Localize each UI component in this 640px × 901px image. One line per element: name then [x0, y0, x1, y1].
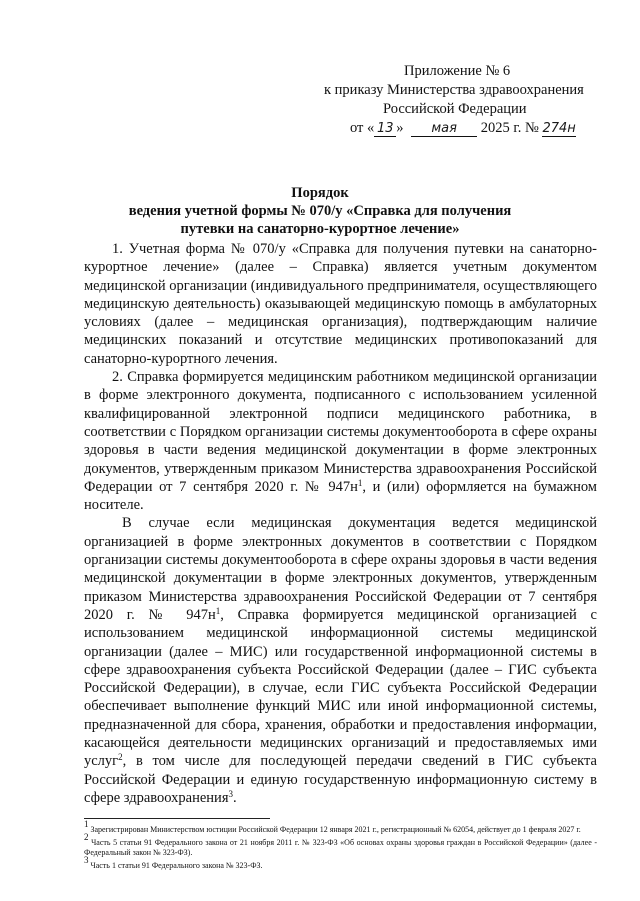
- footnote-3-text: Часть 1 статьи 91 Федерального закона № 323-ФЗ.: [88, 860, 263, 870]
- date-prefix: от «: [350, 120, 375, 136]
- paragraph-2: [84, 368, 597, 514]
- footnote-ref-1b: 1: [215, 605, 221, 616]
- paragraph-1: 1. Учетная форма № 070/у «Справка для получения путевки на санаторно-курортное лечение» (далее – Справка) является учетным документом медицинской организации (индивидуального предпринимателя, осуществляющего медицинскую деятельность) оказывающей медицинскую помощь в амбулаторных условиях (далее – медицинская организация), подтверждающим наличие медицинских показаний и отсутствие медицинских противопоказаний для санаторно-курортного лечения.: [84, 241, 597, 367]
- document-title: [100, 184, 540, 238]
- footnote-ref-2: 2: [118, 752, 123, 763]
- appendix-country: Российской Федерации: [383, 101, 527, 117]
- paragraph-3-end: .: [233, 789, 237, 806]
- footnote-ref-1: 1: [357, 477, 363, 488]
- date-year: 2025 г. №: [477, 120, 543, 136]
- date-mid: »: [396, 120, 408, 136]
- handwritten-month: мая: [411, 121, 477, 137]
- paragraph-3-text-c: , в том числе для последующей передачи сведений в ГИС субъекта Российской Федерации и единую государственную информационную систему в сфере здравоохранения: [84, 753, 597, 806]
- footnote-2-text: Часть 5 статьи 91 Федерального закона от 21 ноября 2011 г. № 323-ФЗ «Об основах охраны здоровья граждан в Российской Федерации» (далее - Федеральный закон № 323-ФЗ).: [84, 837, 597, 857]
- paragraph-2-tail: , и (или) оформляется на бумажном носителе.: [84, 478, 597, 514]
- footnote-1: [84, 819, 597, 836]
- appendix-number: Приложение № 6: [404, 63, 511, 79]
- handwritten-order-number: 274н: [542, 121, 576, 136]
- footnote-3-mark: 3: [84, 854, 89, 865]
- footnote-1-mark: 1: [84, 819, 89, 829]
- paragraph-3: [84, 514, 597, 807]
- paragraph-2-text: 2. Справка формируется медицинским работником медицинской организации в форме электронного документа, подписанного с использованием усиленной квалифицированной электронной подписи медицинского работника, в соответствии с Порядком организации системы документооборота в сфере охраны здоровья в части ведения медицинской документации в форме электронных документов, утвержденным приказом Министерства здравоохранения Российской Федерации от 7 сентября 2020 г. № 947н: [84, 369, 597, 495]
- footnote-separator: [84, 818, 270, 819]
- title-line-2: ведения учетной формы № 070/у «Справка для получения: [128, 203, 512, 219]
- title-line-1: Порядок: [291, 185, 349, 201]
- title-line-3: путевки на санаторно-курортное лечение»: [180, 221, 460, 237]
- handwritten-day: 13: [374, 121, 396, 137]
- footnote-3: [84, 854, 597, 872]
- appendix-header: [300, 62, 600, 138]
- footnote-ref-3: 3: [228, 788, 233, 799]
- footnote-2: [84, 831, 597, 859]
- footnote-2-mark: 2: [84, 831, 89, 842]
- paragraph-3-text-b: , Справка формируется медицинской организацией с использованием медицинской информационной системы медицинской организации (далее – МИС) или государственной информационной системы в сфере здравоохранения субъекта Российской Федерации (далее – ГИС субъекта Российской Федерации), в случае, если ГИС субъекта Российской Федерации обеспечивает выполнение функций МИС или иной информационной системы, предназначенной для сбора, хранения, обработки и предоставления информации, касающейся деятельности медицинских организаций и предоставляемых ими услуг: [84, 606, 597, 770]
- appendix-order-ref: к приказу Министерства здравоохранения: [324, 82, 584, 98]
- footnote-1-text: Зарегистрирован Министерством юстиции Российской Федерации 12 января 2021 г., регистрационный № 62054, действует до 1 февраля 2027 г.: [88, 825, 581, 834]
- appendix-date-line: [300, 119, 600, 138]
- document-body: [84, 240, 597, 807]
- footnotes: [84, 819, 597, 872]
- paragraph-3-text: В случае если медицинская документация ведется медицинской организацией в форме электронных документов в соответствии с Порядком организации системы документооборота в сфере охраны здоровья в части ведения медицинской документации в форме электронных документов, утвержденным приказом Министерства здравоохранения Российской Федерации от 7 сентября 2020 г. № 947н: [84, 515, 597, 623]
